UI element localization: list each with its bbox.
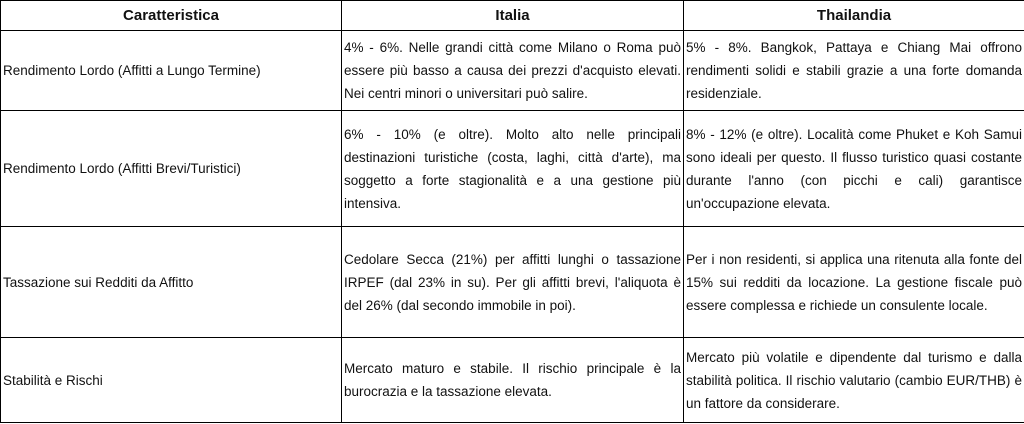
table-row <box>1 227 1024 338</box>
header-caratteristica: Caratteristica <box>1 1 342 31</box>
cell-italia: Mercato maturo e stabile. Il rischio principale è la burocrazia e la tassazione elevata. <box>342 338 684 423</box>
header-row <box>1 1 1024 31</box>
table-row <box>1 31 1024 111</box>
header-italia: Italia <box>342 1 684 31</box>
row-label: Rendimento Lordo (Affitti Brevi/Turistici) <box>1 111 342 227</box>
row-label: Tassazione sui Redditi da Affitto <box>1 227 342 338</box>
table-row <box>1 111 1024 227</box>
table-row <box>1 338 1024 423</box>
cell-thailandia: 8% - 12% (e oltre). Località come Phuket e Koh Samui sono ideali per questo. Il flusso turistico quasi costante durante l'anno (con picchi e cali) garantisce un'occupazione elevata. <box>684 111 1024 227</box>
header-thailandia: Thailandia <box>684 1 1024 31</box>
cell-thailandia: Per i non residenti, si applica una ritenuta alla fonte del 15% sui redditi da locazione. La gestione fiscale può essere complessa e richiede un consulente locale. <box>684 227 1024 338</box>
cell-italia: 4% - 6%. Nelle grandi città come Milano o Roma può essere più basso a causa dei prezzi d'acquisto elevati. Nei centri minori o universitari può salire. <box>342 31 684 111</box>
cell-italia: 6% - 10% (e oltre). Molto alto nelle principali destinazioni turistiche (costa, laghi, città d'arte), ma soggetto a forte stagionalità e a una gestione più intensiva. <box>342 111 684 227</box>
row-label: Rendimento Lordo (Affitti a Lungo Termine) <box>1 31 342 111</box>
cell-thailandia: Mercato più volatile e dipendente dal turismo e dalla stabilità politica. Il rischio valutario (cambio EUR/THB) è un fattore da considerare. <box>684 338 1024 423</box>
cell-thailandia: 5% - 8%. Bangkok, Pattaya e Chiang Mai offrono rendimenti solidi e stabili grazie a una forte domanda residenziale. <box>684 31 1024 111</box>
cell-italia: Cedolare Secca (21%) per affitti lunghi o tassazione IRPEF (dal 23% in su). Per gli affitti brevi, l'aliquota è del 26% (dal secondo immobile in poi). <box>342 227 684 338</box>
row-label: Stabilità e Rischi <box>1 338 342 423</box>
